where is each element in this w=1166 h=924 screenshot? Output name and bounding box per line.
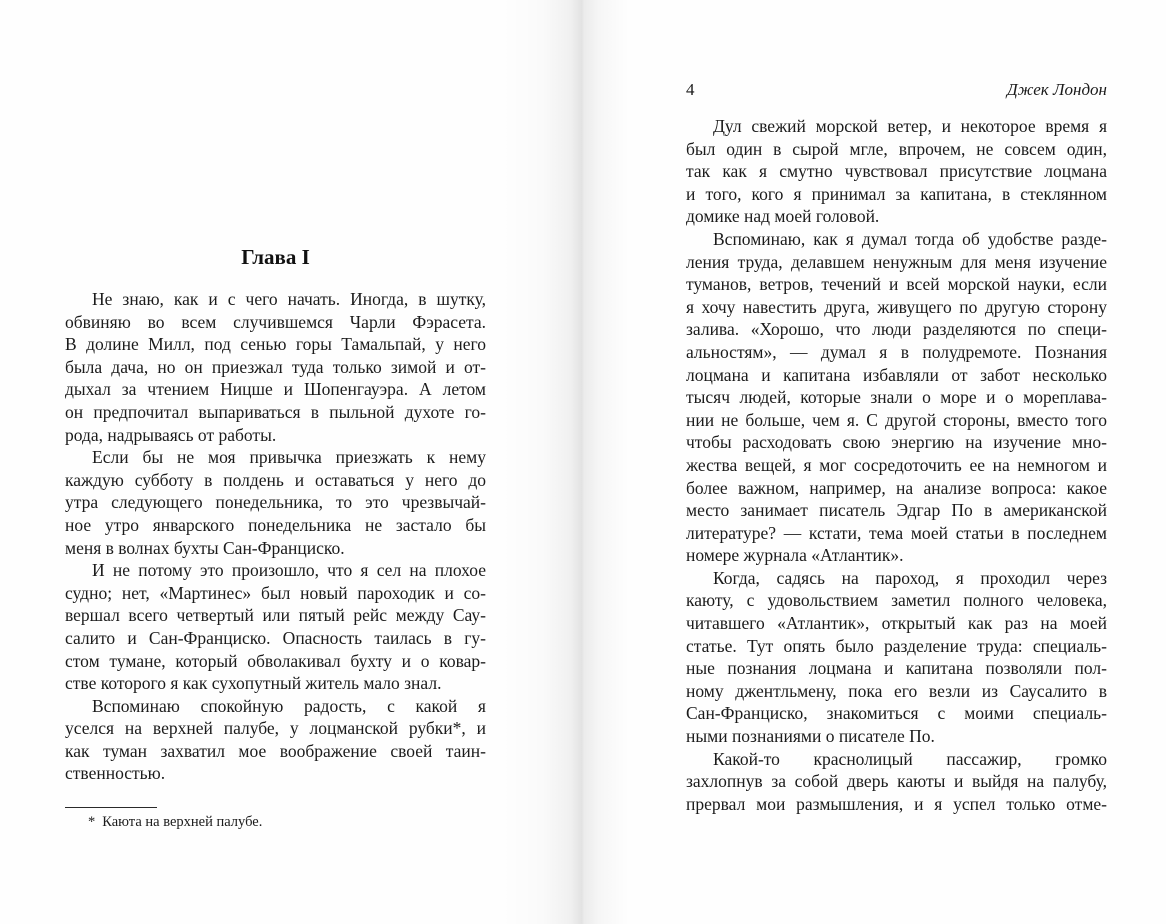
text-line: номере журнала «Атлантик».: [686, 545, 904, 566]
page-header: [686, 80, 1107, 100]
text-line: обвиняю во всем случившемся Чарли Фэрасета.: [65, 311, 486, 332]
text-line: судно; нет, «Мартинес» был новый пароходик и со-: [65, 582, 486, 603]
text-line: ные познания лоцмана и капитана позволяли пол-: [686, 658, 1107, 679]
paragraph: [686, 115, 1107, 228]
text-line: он предпочитал выпариваться в пыльной духоте го-: [65, 401, 486, 422]
text-line: более важном, например, на анализе вопроса: какое: [686, 477, 1107, 498]
text-line: тысяч людей, которые знали о море и о мореплава-: [686, 387, 1107, 408]
text-line: вершал всего четвертый или пятый рейс между Сау-: [65, 605, 486, 626]
text-line: И не потому это произошло, что я сел на плохое: [92, 560, 486, 581]
text-line: была дача, но он приезжал туда только зимой и от-: [65, 356, 486, 377]
text-line: место занимает писатель Эдгар По в американской: [686, 500, 1107, 521]
text-line: домике над моей головой.: [686, 206, 880, 227]
text-line: Вспоминаю, как я думал тогда об удобстве разде-: [713, 228, 1107, 249]
paragraph: [686, 748, 1107, 816]
footnote-marker: *: [88, 814, 96, 831]
right-page: [686, 0, 1107, 815]
text-line: чтобы расходовать свою энергию на изучение мно-: [686, 432, 1107, 453]
text-line: каждую субботу в полдень и оставаться у него до: [65, 469, 486, 490]
text-line: салито и Сан-Франциско. Опасность таилась в гу-: [65, 627, 486, 648]
paragraph: [65, 446, 486, 559]
left-page: [65, 0, 486, 832]
text-line: лоцмана и капитана избавляли от забот несколько: [686, 364, 1107, 385]
text-line: ному джентльмену, пока его везли из Саусалито в: [686, 680, 1107, 701]
text-line: залива. «Хорошо, что люди разделяются по специ-: [686, 319, 1107, 340]
text-line: и того, кого я принимал за капитана, в стеклянном: [686, 183, 1107, 204]
text-line: меня в волнах бухты Сан-Франциско.: [65, 537, 345, 558]
text-line: уселся на верхней палубе, у лоцманской рубки*, и: [65, 718, 486, 739]
text-line: был один в сырой мгле, впрочем, не совсем один,: [686, 138, 1107, 159]
text-line: Вспоминаю спокойную радость, с какой я: [92, 695, 486, 716]
text-line: рода, надрываясь от работы.: [65, 424, 277, 445]
text-line: ное утро январского понедельника не застало бы: [65, 514, 486, 535]
text-line: Когда, садясь на пароход, я проходил через: [713, 567, 1107, 588]
text-line: прервал мои размышления, и я успел только отме-: [686, 793, 1107, 814]
text-line: жества вещей, я мог сосредоточить ее на немногом и: [686, 454, 1107, 475]
text-line: Если бы не моя привычка приезжать к нему: [92, 447, 486, 468]
text-line: туманов, ветров, течений и всей морской науки, если: [686, 274, 1107, 295]
text-line: Дул свежий морской ветер, и некоторое время я: [713, 116, 1107, 136]
running-header-author: Джек Лондон: [1006, 80, 1107, 99]
text-line: как туман захватил мое воображение своей таин-: [65, 740, 486, 761]
footnote: [65, 807, 486, 832]
page-number: 4: [686, 80, 695, 99]
paragraph: [65, 695, 486, 785]
text-line: В долине Милл, под сенью горы Тамальпай, у него: [65, 334, 486, 355]
text-line: Не знаю, как и с чего начать. Иногда, в шутку,: [92, 289, 486, 309]
text-line: нии не больше, чем я. С другой стороны, вместо того: [686, 409, 1107, 430]
text-line: я хочу навестить друга, живущего по другую сторону: [686, 296, 1107, 317]
left-page-body: [65, 288, 486, 785]
text-line: альностям», — думал я в полудремоте. Познания: [686, 341, 1107, 362]
text-line: статье. Тут опять было разделение труда: специаль-: [686, 635, 1107, 656]
footnote-line: [65, 813, 486, 832]
right-page-body: [686, 115, 1107, 815]
paragraph: [686, 567, 1107, 748]
text-line: Сан-Франциско, знакомиться с моими специаль-: [686, 703, 1107, 724]
paragraph: [65, 559, 486, 695]
text-line: стом тумане, который обволакивал бухту и о ковар-: [65, 650, 486, 671]
text-line: ления труда, делавшем ненужным для меня изучение: [686, 251, 1107, 272]
text-line: каюту, с удовольствием заметил полного человека,: [686, 590, 1107, 611]
footnote-text: Каюта на верхней палубе.: [102, 814, 263, 831]
text-line: так как я смутно чувствовал присутствие лоцмана: [686, 161, 1107, 182]
text-line: ными познаниями о писателе По.: [686, 726, 935, 747]
text-line: дыхал за чтением Ницше и Шопенгауэра. А летом: [65, 379, 486, 400]
chapter-heading: Глава I: [241, 245, 310, 269]
text-line: Какой-то краснолицый пассажир, громко: [713, 748, 1107, 769]
text-line: утра следующего понедельника, то это чрезвычай-: [65, 492, 486, 513]
footnote-rule: [65, 807, 157, 808]
text-line: читавшего «Атлантик», открытый как раз на моей: [686, 613, 1107, 634]
text-line: литературе? — кстати, тема моей статьи в последнем: [686, 522, 1107, 543]
text-line: стве которого я как сухопутный житель мало знал.: [65, 673, 442, 694]
text-line: захлопнув за собой дверь каюты и выйдя на палубу,: [686, 771, 1107, 792]
page-gutter-shadow: [500, 0, 650, 924]
paragraph: [686, 228, 1107, 567]
paragraph: [65, 288, 486, 446]
text-line: ственностью.: [65, 763, 166, 784]
